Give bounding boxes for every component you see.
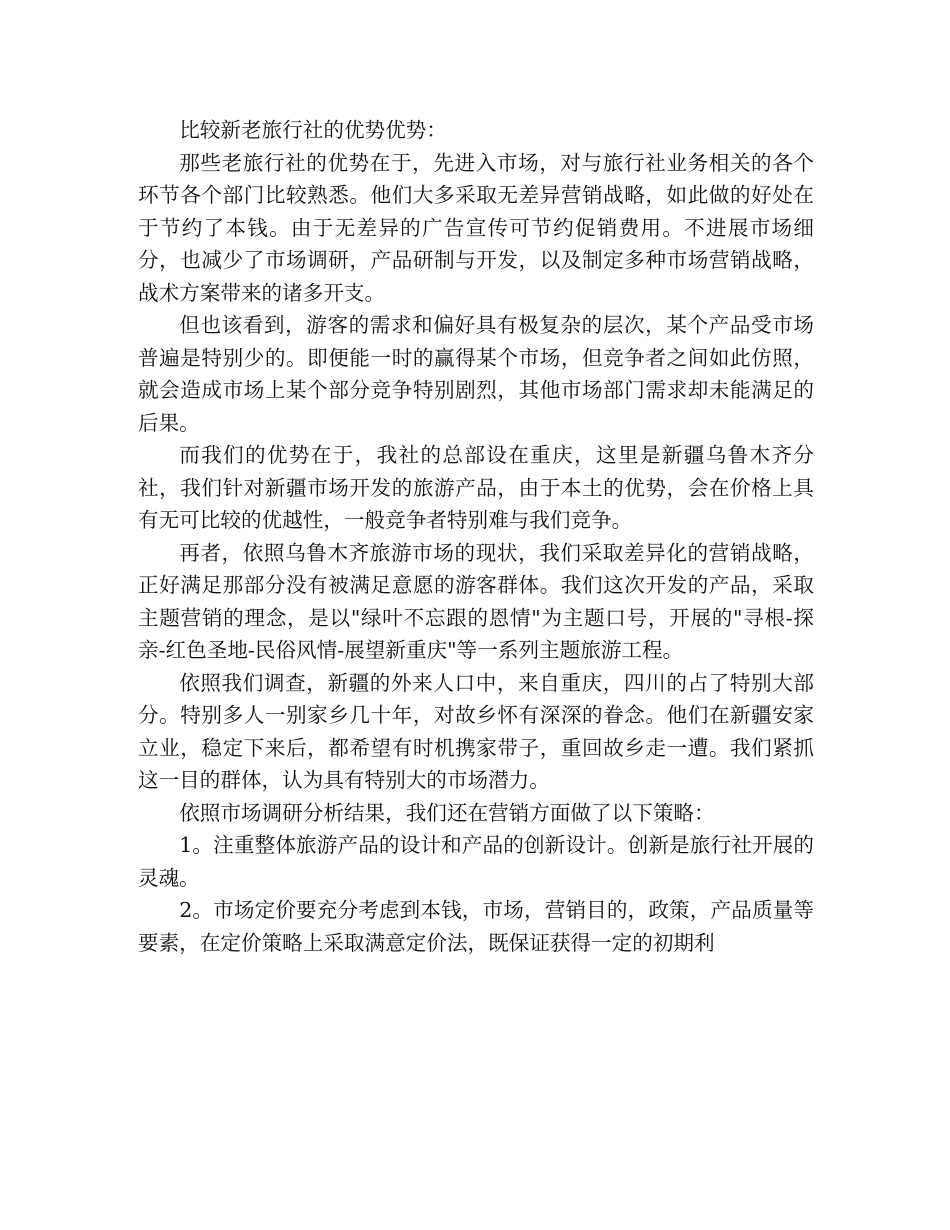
paragraph-tourist-demand: 但也该看到，游客的需求和偏好具有极复杂的层次，某个产品受市场普遍是特别少的。即便能一时的赢得某个市场，但竞争者之间如此仿照，就会造成市场上某个部分竞争特别剧烈，其他市场部门需求却未能满足的后果。 bbox=[138, 313, 814, 435]
paragraph-old-agency-advantages: 那些老旅行社的优势在于，先进入市场，对与旅行社业务相关的各个环节各个部门比较熟悉。他们大多采取无差异营销战略，如此做的好处在于节约了本钱。由于无差异的广告宣传可节约促销费用。不进展市场细分，也减少了市场调研，产品研制与开发，以及制定多种市场营销战略，战术方案带来的诸多开支。 bbox=[138, 150, 814, 305]
paragraph-strategy-intro: 依照市场调研分析结果，我们还在营销方面做了以下策略： bbox=[179, 800, 715, 825]
list-item-1: 1。注重整体旅游产品的设计和产品的创新设计。创新是旅行社开展的灵魂。 bbox=[138, 833, 814, 890]
paragraph-survey-findings: 依照我们调查，新疆的外来人口中，来自重庆，四川的占了特别大部分。特别多人一别家乡几十年，对故乡怀有深深的眷念。他们在新疆安家立业，稳定下来后，都希望有时机携家带子，重回故乡走一遭。我们紧抓这一目的群体，认为具有特别大的市场潜力。 bbox=[138, 670, 814, 792]
paragraph-differentiation-strategy: 再者，依照乌鲁木齐旅游市场的现状，我们采取差异化的营销战略，正好满足那部分没有被满足意愿的游客群体。我们这次开发的产品，采取主题营销的理念，是以"绿叶不忘跟的恩情"为主题口号，开展的"寻根-探亲-红色圣地-民俗风情-展望新重庆"等一系列主题旅游工程。 bbox=[138, 540, 814, 662]
document-page bbox=[138, 114, 814, 959]
heading-paragraph: 比较新老旅行社的优势优势： bbox=[179, 118, 447, 142]
paragraph-our-advantages: 而我们的优势在于，我社的总部设在重庆，这里是新疆乌鲁木齐分社，我们针对新疆市场开发的旅游产品，由于本土的优势，会在价格上具有无可比较的优越性，一般竞争者特别难与我们竞争。 bbox=[138, 443, 814, 532]
list-item-2: 2。市场定价要充分考虑到本钱，市场，营销目的，政策，产品质量等要素，在定价策略上采取满意定价法，既保证获得一定的初期利 bbox=[138, 898, 814, 955]
